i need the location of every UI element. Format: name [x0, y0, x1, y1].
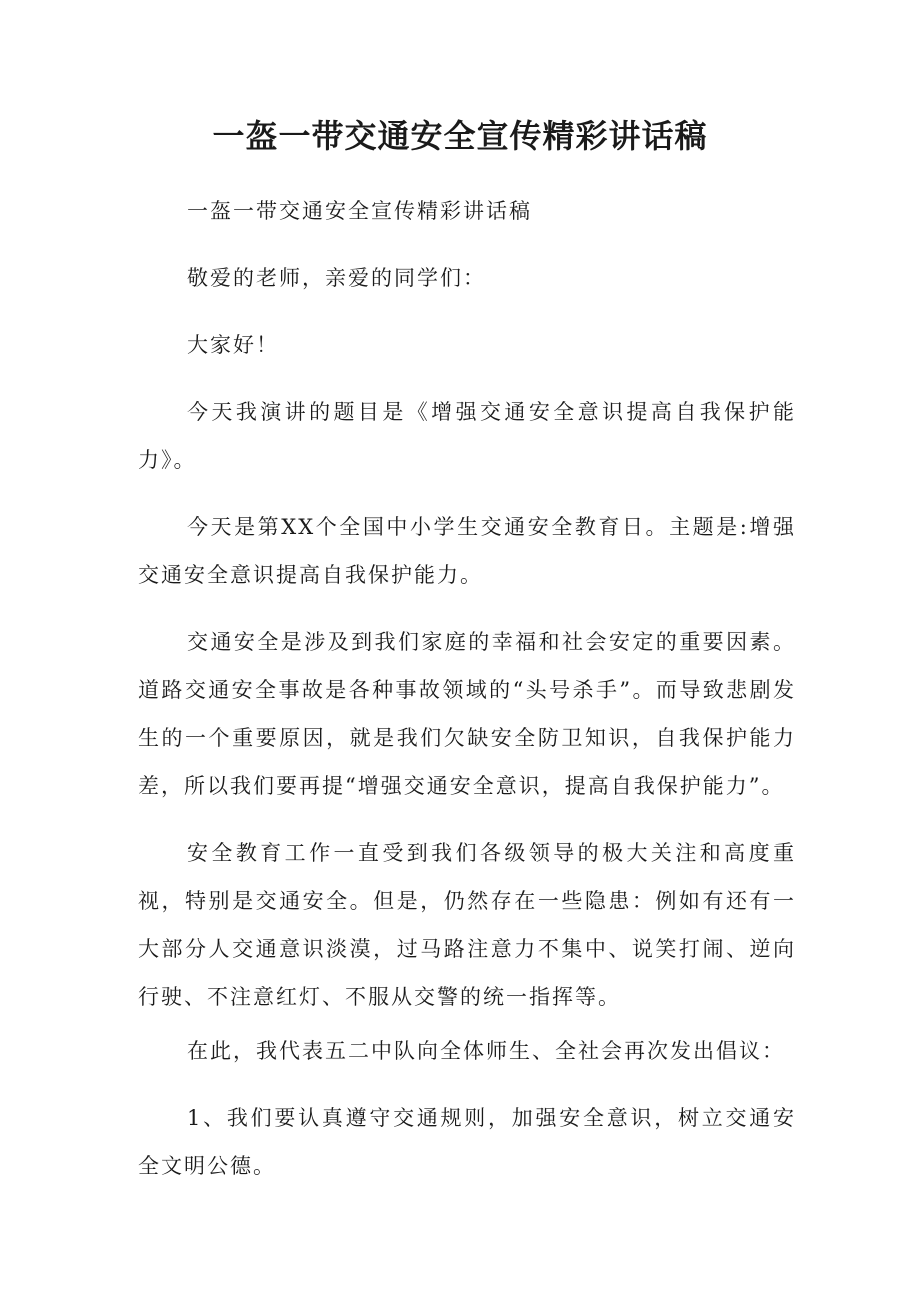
paragraph-greeting: 大家好！	[187, 333, 279, 357]
paragraph-traffic-safety: 交通安全是涉及到我们家庭的幸福和社会安定的重要因素。道路交通安全事故是各种事故领域的“头号杀手”。而导致悲剧发生的一个重要原因，就是我们欠缺安全防卫知识，自我保护能力差，所以我们要再提“增强交通安全意识，提高自我保护能力”。	[138, 630, 796, 798]
paragraph-topic: 今天我演讲的题目是《增强交通安全意识提高自我保护能力》。	[138, 400, 796, 472]
document-body	[138, 187, 796, 1190]
paragraph-hidden-dangers: 安全教育工作一直受到我们各级领导的极大关注和高度重视，特别是交通安全。但是，仍然存在一些隐患：例如有还有一大部分人交通意识淡漠，过马路注意力不集中、说笑打闹、逆向行驶、不注意红灯、不服从交警的统一指挥等。	[138, 841, 796, 1009]
paragraph-subtitle: 一盔一带交通安全宣传精彩讲话稿	[187, 199, 532, 223]
document-title: 一盔一带交通安全宣传精彩讲话稿	[212, 117, 708, 155]
paragraph-item-1: 1、我们要认真遵守交通规则，加强安全意识，树立交通安全文明公德。	[138, 1106, 796, 1178]
paragraph-proposal: 在此，我代表五二中队向全体师生、全社会再次发出倡议：	[187, 1039, 785, 1063]
paragraph-education-day: 今天是第XX个全国中小学生交通安全教育日。主题是:增强交通安全意识提高自我保护能力。	[138, 515, 796, 587]
paragraph-salutation: 敬爱的老师，亲爱的同学们：	[187, 266, 486, 290]
